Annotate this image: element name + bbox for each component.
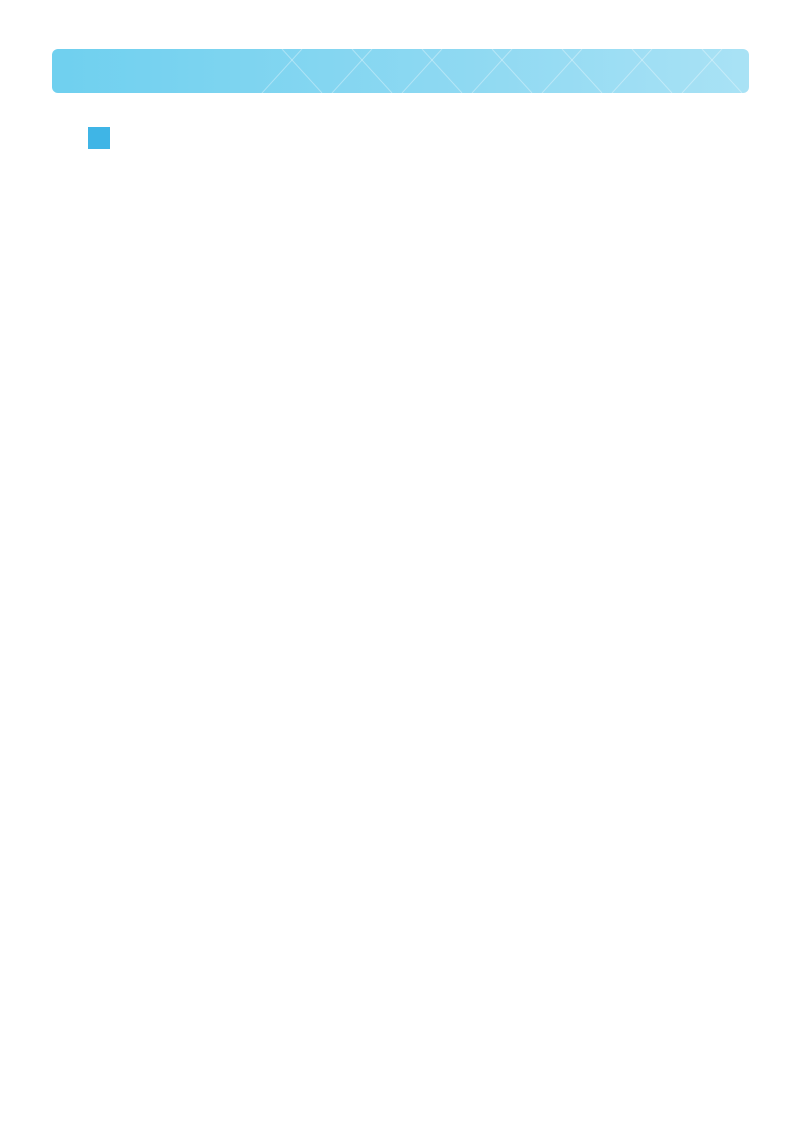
- section-title: [88, 125, 118, 151]
- header-pattern: [52, 49, 749, 93]
- section-number: [88, 127, 110, 149]
- header-bar: [52, 49, 749, 93]
